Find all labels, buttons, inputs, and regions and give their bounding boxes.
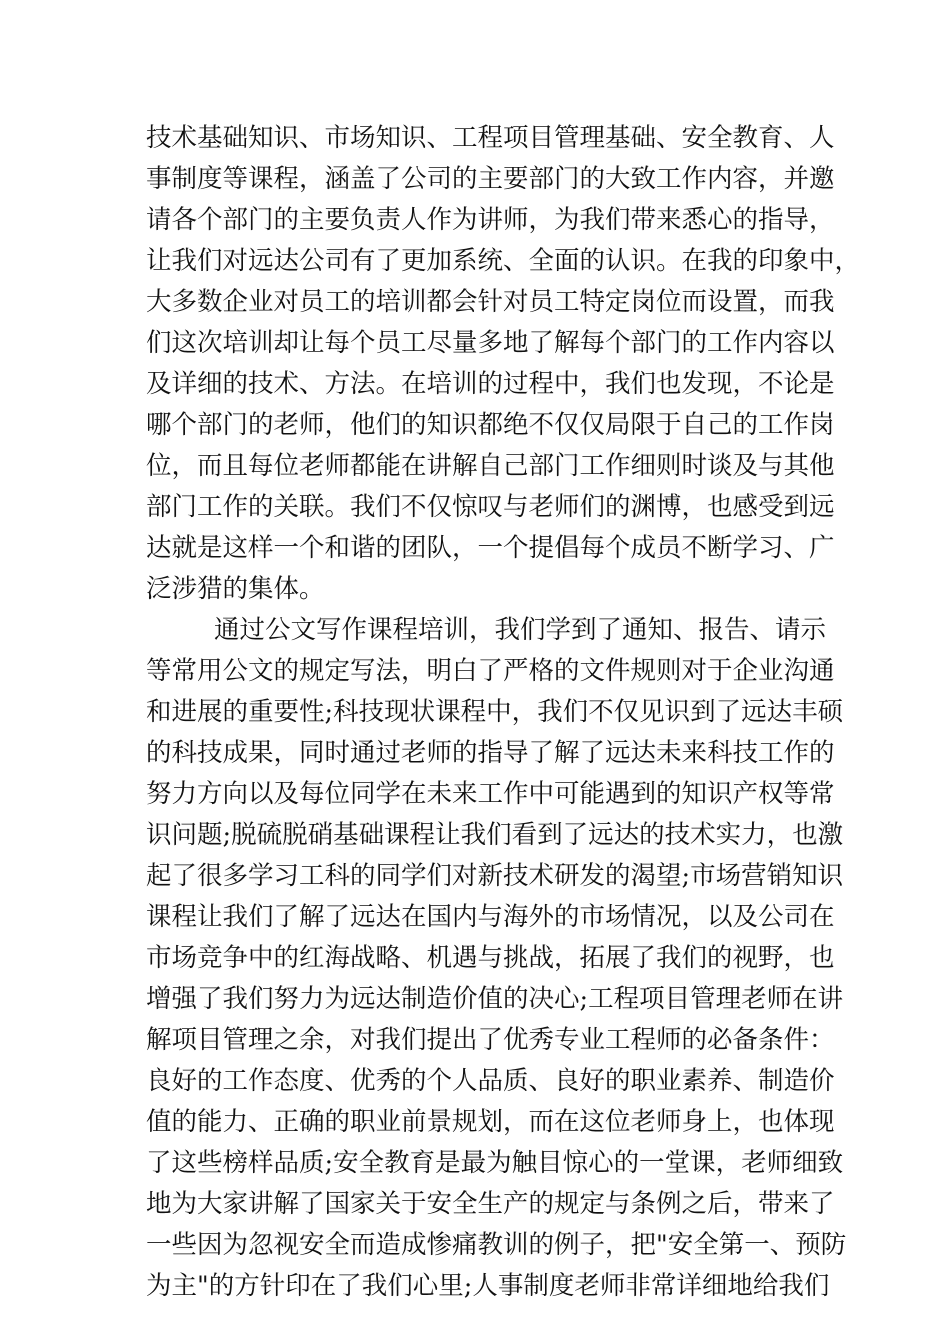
text-line: 解项目管理之余，对我们提出了优秀专业工程师的必备条件：: [146, 1025, 835, 1055]
text-line: 达就是这样一个和谐的团队，一个提倡每个成员不断学习、广: [146, 533, 835, 563]
text-line: 通过公文写作课程培训，我们学到了通知、报告、请示: [214, 615, 827, 645]
text-line: 让我们对远达公司有了更加系统、全面的认识。在我的印象中，: [146, 246, 861, 276]
text-line: 哪个部门的老师，他们的知识都绝不仅仅局限于自己的工作岗: [146, 410, 835, 440]
text-line: 部门工作的关联。我们不仅惊叹与老师们的渊博，也感受到远: [146, 492, 835, 522]
text-line: 的科技成果，同时通过老师的指导了解了远达未来科技工作的: [146, 738, 835, 768]
text-line: 努力方向以及每位同学在未来工作中可能遇到的知识产权等常: [146, 779, 835, 809]
text-line: 了这些榜样品质;安全教育是最为触目惊心的一堂课，老师细致: [146, 1148, 844, 1178]
text-line: 请各个部门的主要负责人作为讲师，为我们带来悉心的指导，: [146, 205, 835, 235]
text-line: 等常用公文的规定写法，明白了严格的文件规则对于企业沟通: [146, 656, 835, 686]
text-line: 们这次培训却让每个员工尽量多地了解每个部门的工作内容以: [146, 328, 835, 358]
text-line: 为主"的方针印在了我们心里;人事制度老师非常详细地给我们: [146, 1271, 830, 1301]
text-line: 课程让我们了解了远达在国内与海外的市场情况，以及公司在: [146, 902, 835, 932]
paragraph-2: [146, 610, 847, 1307]
paragraph-1: [146, 118, 861, 610]
text-line: 市场竞争中的红海战略、机遇与挑战，拓展了我们的视野，也: [146, 943, 835, 973]
text-line: 大多数企业对员工的培训都会针对员工特定岗位而设置，而我: [146, 287, 835, 317]
text-line: 地为大家讲解了国家关于安全生产的规定与条例之后，带来了: [146, 1189, 835, 1219]
text-line: 和进展的重要性;科技现状课程中，我们不仅见识到了远达丰硕: [146, 697, 844, 727]
text-line: 技术基础知识、市场知识、工程项目管理基础、安全教育、人: [146, 123, 835, 153]
text-line: 泛涉猎的集体。: [146, 574, 325, 604]
text-line: 值的能力、正确的职业前景规划，而在这位老师身上，也体现: [146, 1107, 835, 1137]
text-line: 识问题;脱硫脱硝基础课程让我们看到了远达的技术实力，也激: [146, 820, 844, 850]
text-line: 起了很多学习工科的同学们对新技术研发的渴望;市场营销知识: [146, 861, 844, 891]
text-line: 位，而且每位老师都能在讲解自己部门工作细则时谈及与其他: [146, 451, 835, 481]
text-line: 事制度等课程，涵盖了公司的主要部门的大致工作内容，并邀: [146, 164, 835, 194]
text-line: 一些因为忽视安全而造成惨痛教训的例子，把"安全第一、预防: [146, 1230, 847, 1260]
text-line: 增强了我们努力为远达制造价值的决心;工程项目管理老师在讲: [146, 984, 844, 1014]
text-line: 及详细的技术、方法。在培训的过程中，我们也发现，不论是: [146, 369, 835, 399]
body-text: [146, 118, 861, 1307]
text-line: 良好的工作态度、优秀的个人品质、良好的职业素养、制造价: [146, 1066, 835, 1096]
